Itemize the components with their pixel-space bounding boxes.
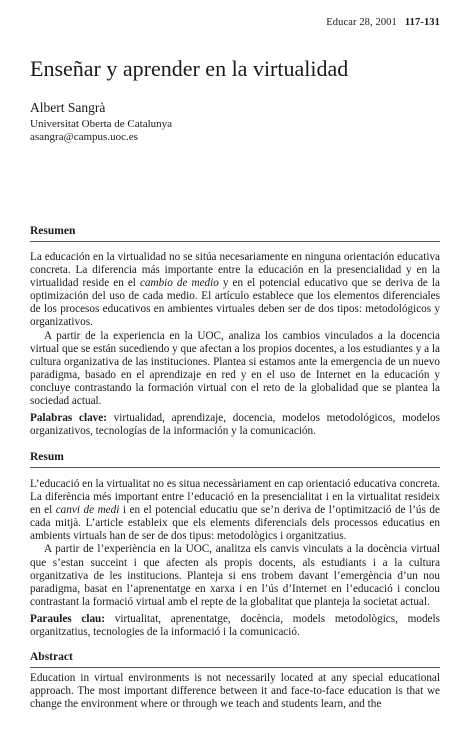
resumen-paragraph-2: A partir de la experiencia en la UOC, analiza los cambios vinculados a la docencia virtual que se están sucediendo y que afectan a los propios docentes, a los estudiantes y a la cultura organizativa de las instituciones. Plantea si estamos ante la emergencia de un nuevo paradigma, basado en el aprendizaje en red y en el uso de Internet en la educación y concluye contrastando la formación virtual con el reto de la globalidad que se plantea la sociedad actual. <box>30 329 440 408</box>
journal-citation: Educar 28, 2001 <box>326 17 397 28</box>
abstract-body <box>30 672 440 711</box>
resumen-keywords: Palabras clave: virtualidad, aprendizaje, docencia, modelos metodológicos, modelos organizativos, tecnologías de la información y la comunicación. <box>30 412 440 438</box>
author-affiliation: Universitat Oberta de Catalunya <box>30 118 173 130</box>
page-range: 117-131 <box>404 17 440 28</box>
abstract-paragraph-1: Education in virtual environments is not necessarily located at any special educational approach. The most important difference between it and face-to-face education is that we change the environment where or through we teach and students learn, and the <box>30 672 440 711</box>
article-title: Enseñar y aprender en la virtualidad <box>30 56 349 81</box>
running-header <box>326 17 440 28</box>
abstract-heading: Abstract <box>30 650 440 668</box>
resumen-heading: Resumen <box>30 224 440 242</box>
resumen-body <box>30 251 440 438</box>
resum-paragraph-2: A partir de l’experiència en la UOC, analitza els canvis vinculats a la docència virtual que s’estan succeint i que afecten als propis docents, als estudiants i a la cultura organitzativa de les institucions. Planteja si ens trobem davant l’emergència d’un nou paradigma, basat en l’aprenentatge en xarxa i en l’ús d’Internet en l’educació i conclou contrastant la formació virtual amb el repte de la globalitat que planteja la societat actual. <box>30 543 440 608</box>
author-name: Albert Sangrà <box>30 100 106 115</box>
author-email: asangra@campus.uoc.es <box>30 131 138 143</box>
resumen-paragraph-1: La educación en la virtualidad no se sitúa necesariamente en ninguna orientación educativa concreta. La diferencia más importante entre la educación en la presencialidad y en la virtualidad reside en el cambio de medio y en el potencial educativo que se deriva de la optimización del uso de cada medio. El artículo establece que los elementos diferenciales de los procesos educativos en ambientes virtuales deben ser de dos tipos: metodológicos y organizativos. <box>30 251 440 329</box>
resum-keywords: Paraules clau: virtualitat, aprenentatge, docència, models metodològics, models organitzatius, tecnologies de la informació i la comunicació. <box>30 612 440 639</box>
resum-heading: Resum <box>30 450 440 468</box>
resum-body <box>30 478 440 639</box>
resum-paragraph-1: L’educació en la virtualitat no es situa necessàriament en cap orientació educativa concreta. La diferència més important entre l’educació en la presencialitat i en la virtualitat resideix en el canvi de medi i en el potencial educatiu que se’n deriva de l’optimització de l’ús de cada mitjà. L’article estableix que els elements diferencials dels processos educatius en ambients virtuals han de ser de dos tipus: metodològics i organitzatius. <box>30 478 440 543</box>
